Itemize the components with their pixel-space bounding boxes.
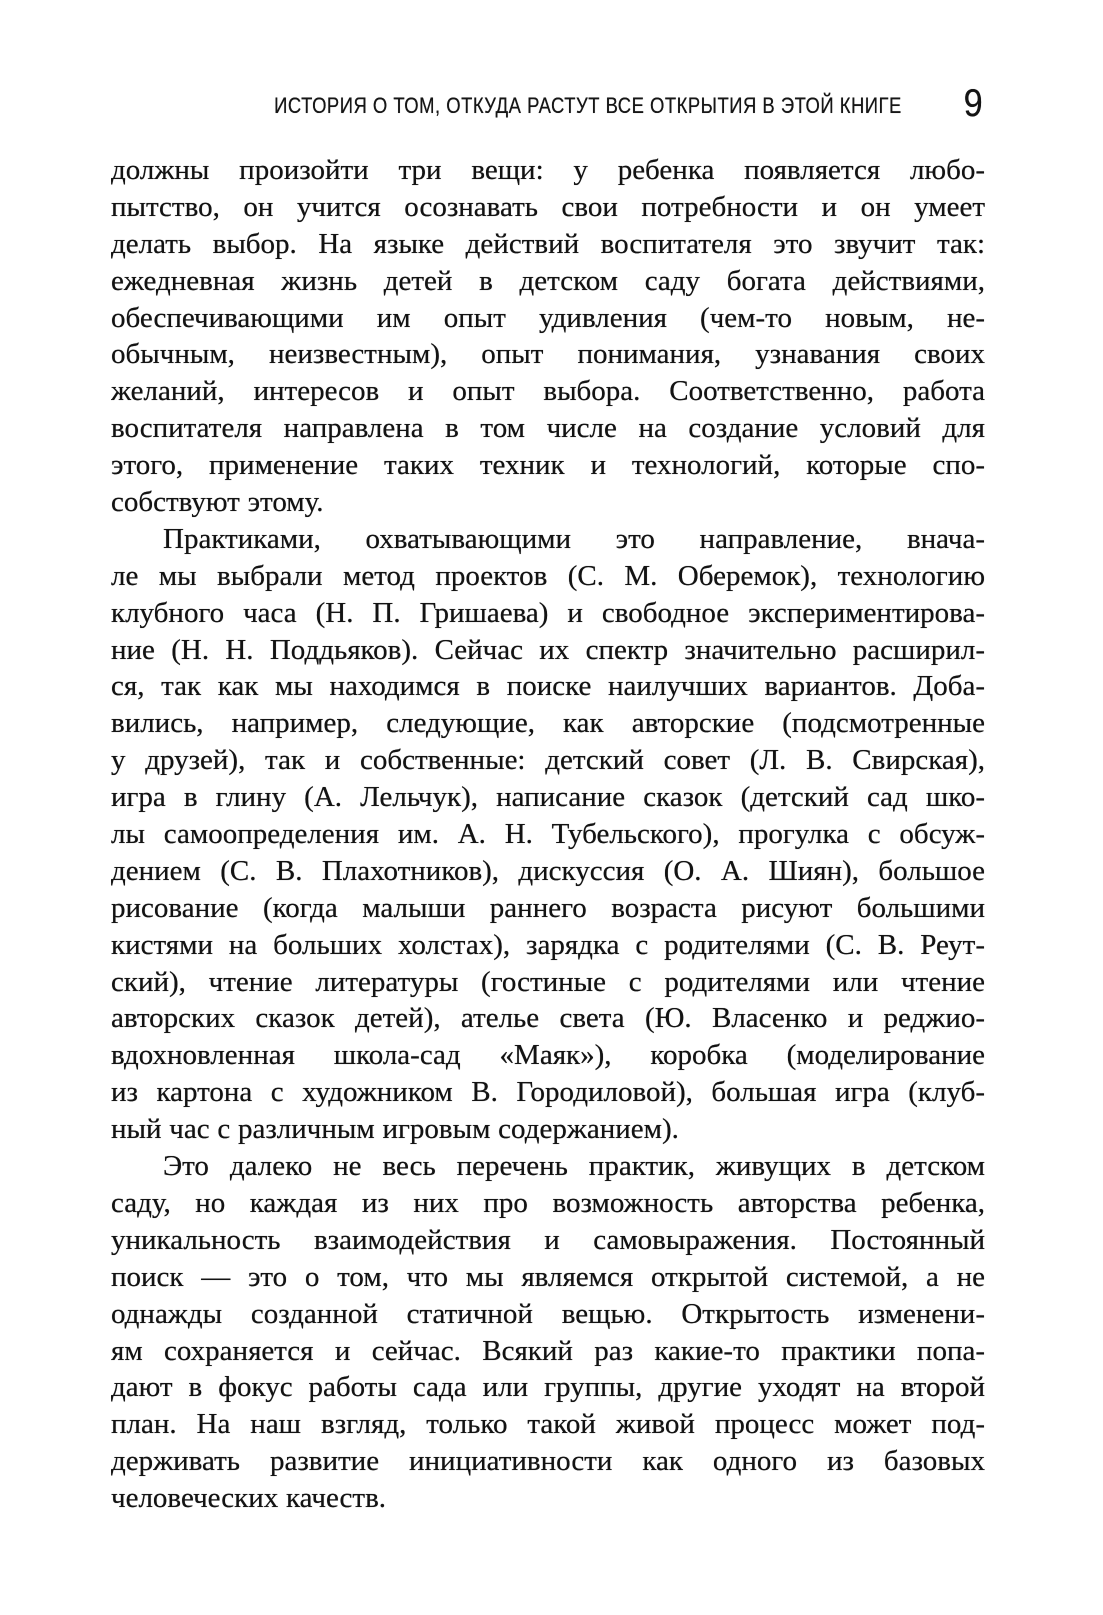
text-line: однажды созданной статичной вещью. Открытость изменени- [111, 1297, 985, 1330]
paragraph [111, 521, 985, 1148]
text-line: обычным, неизвестным), опыт понимания, узнавания своих [111, 338, 985, 371]
running-header-title: ИСТОРИЯ О ТОМ, ОТКУДА РАСТУТ ВСЕ ОТКРЫТИЯ В ЭТОЙ КНИГЕ [273, 93, 902, 118]
text-line: саду, но каждая из них про возможность авторства ребенка, [111, 1186, 985, 1219]
text-line: делать выбор. На языке действий воспитателя это звучит так: [111, 227, 985, 260]
text-line: ние (Н. Н. Поддьяков). Сейчас их спектр значительно расширил- [111, 633, 985, 666]
text-line: вдохновленная школа-сад «Маяк»), коробка (моделирование [111, 1039, 985, 1072]
text-line: Практиками, охватывающими это направление, внача- [163, 522, 985, 555]
text-line: у друзей), так и собственные: детский совет (Л. В. Свирская), [111, 744, 985, 777]
text-line: поиск — это о том, что мы являемся открытой системой, а не [111, 1260, 985, 1293]
text-line: кистями на больших холстах), зарядка с родителями (С. В. Реут- [111, 928, 985, 961]
text-line: обеспечивающими им опыт удивления (чем-то новым, не- [111, 301, 985, 334]
text-line: лы самоопределения им. А. Н. Тубельского), прогулка с обсуж- [111, 818, 985, 851]
text-line: должны произойти три вещи: у ребенка появляется любо- [111, 154, 985, 186]
paragraph [111, 1148, 985, 1517]
text-line: уникальность взаимодействия и самовыражения. Постоянный [111, 1223, 985, 1256]
text-line: из картона с художником В. Городиловой), большая игра (клуб- [111, 1076, 985, 1109]
text-block [111, 152, 985, 1517]
text-line: клубного часа (Н. П. Гришаева) и свободное экспериментирова- [111, 596, 985, 629]
text-line: ежедневная жизнь детей в детском саду богата действиями, [111, 264, 985, 297]
text-line: план. На наш взгляд, только такой живой процесс может под- [111, 1408, 985, 1441]
text-line: человеческих качеств. [111, 1482, 387, 1515]
text-line: вились, например, следующие, как авторские (подсмотренные [111, 707, 985, 740]
text-line: собствуют этому. [111, 486, 324, 519]
text-line: желаний, интересов и опыт выбора. Соответственно, работа [111, 375, 985, 408]
text-line: ся, так как мы находимся в поиске наилучших вариантов. Доба- [111, 670, 985, 703]
text-line: рисование (когда малыши раннего возраста рисуют большими [111, 891, 985, 924]
text-line: пытство, он учится осознавать свои потребности и он умеет [111, 190, 985, 223]
text-line: ле мы выбрали метод проектов (С. М. Оберемок), технологию [111, 559, 985, 592]
text-line: держивать развитие инициативности как одного из базовых [111, 1445, 985, 1478]
text-line: ный час с различным игровым содержанием). [111, 1113, 679, 1146]
text-line: игра в глину (А. Лельчук), написание сказок (детский сад шко- [111, 781, 985, 814]
text-line: авторских сказок детей), ателье света (Ю. Власенко и реджио- [111, 1002, 985, 1035]
text-line: ям сохраняется и сейчас. Всякий раз какие-то практики попа- [111, 1334, 985, 1367]
text-line: дением (С. В. Плахотников), дискуссия (О. А. Шиян), большое [111, 854, 985, 887]
page-number: 9 [963, 82, 983, 125]
paragraph [111, 152, 985, 521]
text-line: этого, применение таких техник и технологий, которые спо- [111, 449, 985, 482]
text-line: Это далеко не весь перечень практик, живущих в детском [163, 1150, 985, 1183]
text-line: ский), чтение литературы (гостиные с родителями или чтение [111, 965, 985, 998]
text-line: воспитателя направлена в том числе на создание условий для [111, 412, 985, 445]
text-line: дают в фокус работы сада или группы, другие уходят на второй [111, 1371, 985, 1404]
